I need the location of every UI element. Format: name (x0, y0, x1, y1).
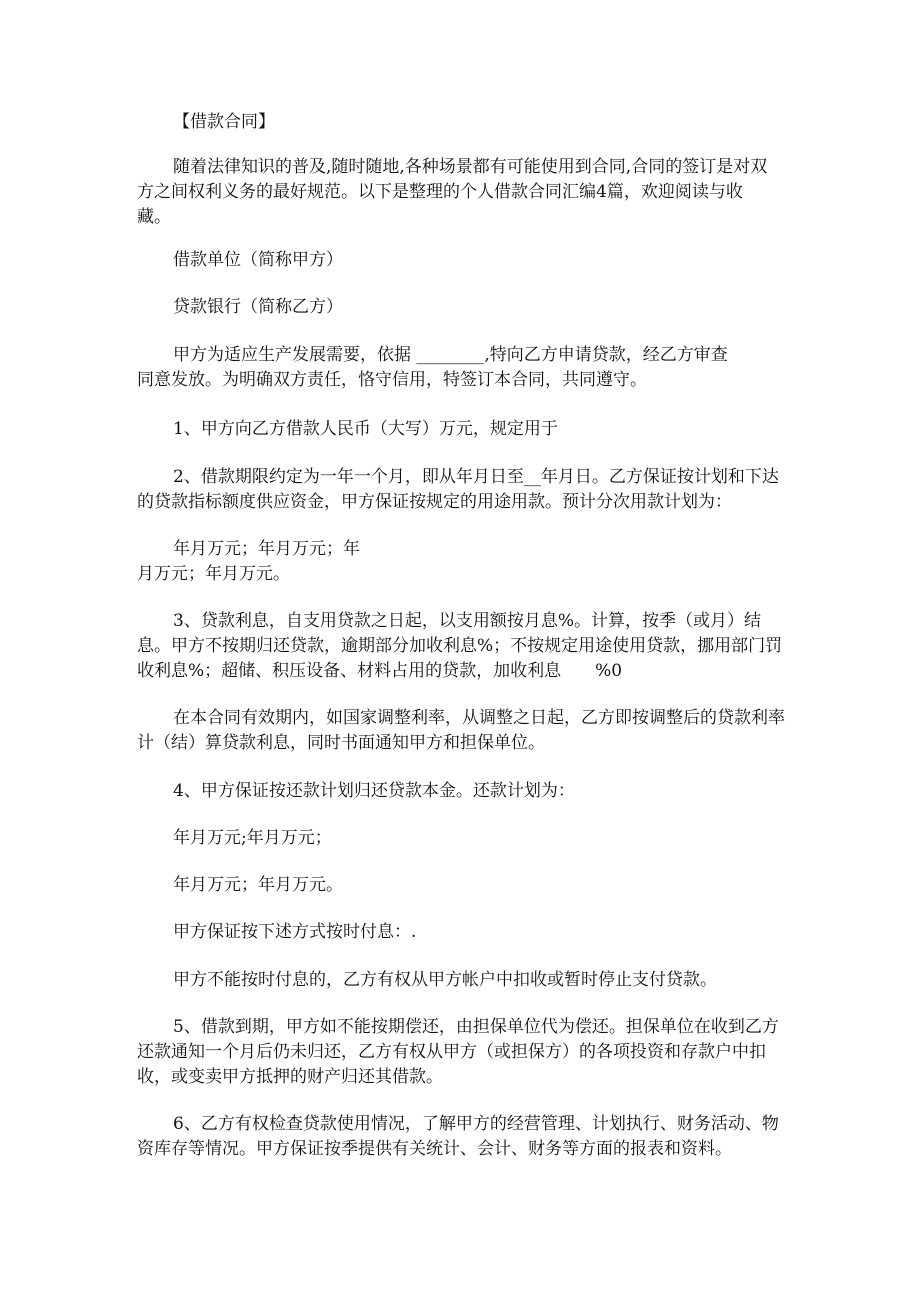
text-line: 还款通知一个月后仍未归还，乙方有权从甲方（或担保方）的各项投资和存款户中扣 (137, 1042, 766, 1062)
clause-2 (137, 465, 787, 515)
interest-method (137, 920, 787, 945)
text-line: 年月万元；年月万元。 (173, 875, 343, 895)
intro-paragraph (137, 155, 787, 230)
text-line: 1、甲方向乙方借款人民币（大写）万元，规定用于 (173, 419, 558, 439)
text-line: 贷款银行（简称乙方） (173, 297, 343, 317)
clause-3-note (137, 706, 787, 756)
text-line: 甲方保证按下述方式按时付息：. (173, 922, 417, 942)
repay-schedule-1 (137, 826, 787, 851)
text-line: 2、借款期限约定为一年一个月，即从年月日至__年月日。乙方保证按计划和下达 (173, 467, 779, 487)
text-line: 资库存等情况。甲方保证按季提供有关统计、会计、财务等方面的报表和资料。 (137, 1139, 732, 1159)
text-line: 的贷款指标额度供应资金，甲方保证按规定的用途用款。预计分次用款计划为： (137, 492, 732, 512)
text-line: 3、贷款利息，自支用贷款之日起，以支用额按月息%。计算，按季（或月）结 (173, 611, 761, 631)
text-line: 方之间权利义务的最好规范。以下是整理的个人借款合同汇编4篇，欢迎阅读与收 (137, 182, 743, 202)
text-line: 藏。 (137, 207, 171, 227)
text-line: 息。甲方不按期归还贷款，逾期部分加收利息%；不按规定用途使用贷款，挪用部门罚 (137, 636, 783, 656)
text-line: 年月万元;年月万元； (173, 828, 332, 848)
clause-4 (137, 779, 787, 804)
clause-5 (137, 1015, 787, 1090)
text-line: 随着法律知识的普及,随时随地,各种场景都有可能使用到合同,合同的签订是对双 (173, 157, 768, 177)
text-line: 收利息%；超储、积压设备、材料占用的贷款，加收利息 %0 (137, 661, 623, 681)
text-line: 年月万元；年月万元；年 (173, 539, 360, 559)
preamble-paragraph (137, 343, 787, 393)
clause-3 (137, 609, 787, 684)
text-line: 5、借款到期，甲方如不能按期偿还，由担保单位代为偿还。担保单位在收到乙方 (173, 1017, 779, 1037)
repay-schedule-2 (137, 873, 787, 898)
text-line: 4、甲方保证按还款计划归还贷款本金。还款计划为： (173, 781, 575, 801)
plan-schedule (137, 537, 787, 587)
document-title (137, 110, 787, 135)
clause-6 (137, 1112, 787, 1162)
party-b-line (137, 295, 787, 320)
party-a-line (137, 248, 787, 273)
text-line: 月万元；年月万元。 (137, 564, 290, 584)
text-line: 甲方不能按时付息的，乙方有权从甲方帐户中扣收或暂时停止支付贷款。 (173, 970, 717, 990)
text-line: 计（结）算贷款利息，同时书面通知甲方和担保单位。 (137, 733, 545, 753)
text-line: 借款单位（简称甲方） (173, 250, 343, 270)
clause-1 (137, 417, 787, 442)
text-line: 同意发放。为明确双方责任，恪守信用，特签订本合同，共同遵守。 (137, 370, 647, 390)
text-line: 收，或变卖甲方抵押的财产归还其借款。 (137, 1067, 443, 1087)
text-line: 在本合同有效期内，如国家调整利率，从调整之日起，乙方即按调整后的贷款利率 (173, 708, 785, 728)
title-text: 【借款合同】 (173, 112, 275, 132)
interest-default (137, 968, 787, 993)
text-line: 6、乙方有权检查贷款使用情况，了解甲方的经营管理、计划执行、财务活动、物 (173, 1114, 779, 1134)
text-line: 甲方为适应生产发展需要，依据 ________,特向乙方申请贷款，经乙方审查 (173, 345, 728, 365)
